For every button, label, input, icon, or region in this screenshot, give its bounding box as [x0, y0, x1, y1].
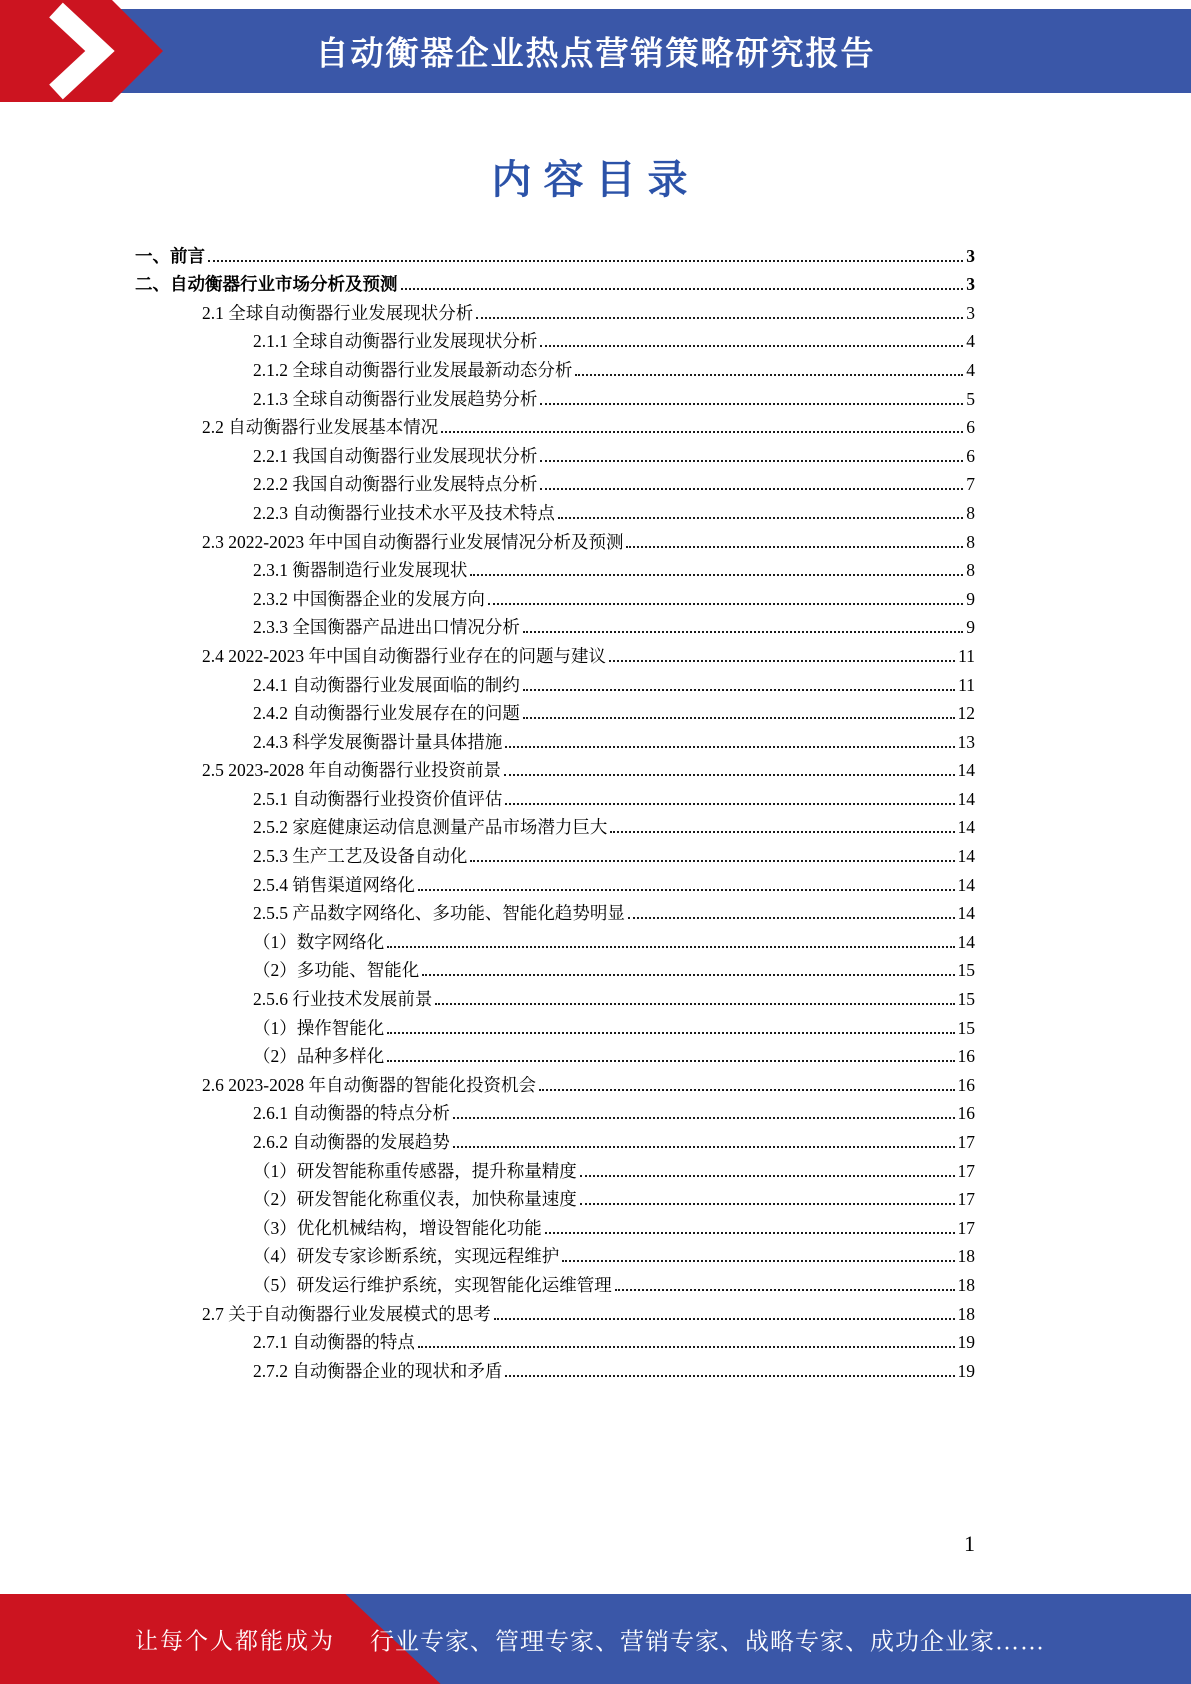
toc-leader-dots	[488, 603, 963, 605]
toc-entry-page: 15	[957, 1017, 975, 1038]
toc-entry-page: 17	[957, 1132, 975, 1152]
toc-entry	[135, 525, 975, 554]
toc-leader-dots	[523, 689, 955, 691]
toc-entry-label: 2.7 关于自动衡器行业发展模式的思考	[202, 1303, 491, 1324]
toc-leader-dots	[470, 860, 954, 862]
toc-entry-page: 4	[966, 359, 975, 380]
toc-list	[135, 239, 975, 1383]
toc-entry	[135, 668, 975, 697]
toc-entry-page: 8	[966, 531, 975, 552]
toc-leader-dots	[494, 1318, 955, 1320]
toc-leader-dots	[505, 803, 954, 805]
toc-entry-page: 9	[966, 588, 975, 609]
toc-entry-page: 8	[966, 560, 975, 581]
toc-entry	[135, 954, 975, 983]
toc-entry-label: 2.3.2 中国衡器企业的发展方向	[253, 588, 485, 609]
toc-entry-page: 14	[957, 903, 975, 924]
toc-entry-label: 2.3 2022-2023 年中国自动衡器行业发展情况分析及预测	[202, 531, 624, 552]
toc-entry-page: 14	[957, 846, 975, 867]
toc-entry-page: 6	[966, 417, 975, 438]
toc-entry-label: 一、前言	[135, 245, 205, 266]
toc-entry-label: 2.2 自动衡器行业发展基本情况	[202, 417, 439, 438]
toc-leader-dots	[580, 1203, 955, 1205]
toc-entry-label: 2.6.1 自动衡器的特点分析	[253, 1103, 450, 1124]
toc-leader-dots	[609, 660, 955, 662]
toc-entry-page: 18	[957, 1274, 975, 1295]
toc-entry-page: 5	[966, 388, 975, 409]
toc-leader-dots	[615, 1289, 955, 1291]
toc-entry	[135, 1326, 975, 1355]
toc-entry	[135, 1297, 975, 1326]
toc-leader-dots	[418, 1346, 955, 1348]
toc-entry-label: （1）数字网络化	[253, 931, 385, 952]
toc-leader-dots	[505, 1375, 954, 1377]
toc-leader-dots	[562, 1260, 954, 1262]
toc-leader-dots	[435, 1003, 954, 1005]
toc-entry	[135, 268, 975, 297]
toc-leader-dots	[540, 403, 963, 405]
toc-entry-page: 4	[966, 331, 975, 352]
toc-entry-page: 3	[966, 302, 975, 323]
brand-arrow-icon	[0, 0, 165, 102]
toc-leader-dots	[610, 831, 954, 833]
toc-leader-dots	[476, 317, 963, 319]
footer-slogan-left: 让每个人都能成为	[135, 1628, 335, 1654]
toc-leader-dots	[505, 746, 954, 748]
toc-entry-label: 2.5.6 行业技术发展前景	[253, 989, 433, 1010]
report-title: 自动衡器企业热点营销策略研究报告	[315, 34, 876, 72]
toc-leader-dots	[540, 460, 963, 462]
toc-entry	[135, 439, 975, 468]
toc-entry-page: 16	[957, 1046, 975, 1067]
toc-leader-dots	[441, 431, 963, 433]
toc-entry-label: 2.5 2023-2028 年自动衡器行业投资前景	[202, 760, 501, 781]
toc-entry-label: 二、自动衡器行业市场分析及预测	[135, 274, 398, 295]
toc-entry-label: 2.5.3 生产工艺及设备自动化	[253, 846, 468, 867]
toc-leader-dots	[422, 974, 954, 976]
toc-leader-dots	[539, 1089, 955, 1091]
toc-entry	[135, 868, 975, 897]
toc-entry-page: 15	[957, 989, 975, 1010]
toc-leader-dots	[523, 717, 955, 719]
toc-entry-page: 14	[957, 788, 975, 809]
toc-entry	[135, 839, 975, 868]
toc-entry	[135, 411, 975, 440]
toc-leader-dots	[470, 574, 963, 576]
toc-entry-label: 2.4.2 自动衡器行业发展存在的问题	[253, 703, 520, 724]
toc-entry-page: 14	[957, 817, 975, 838]
toc-entry	[135, 1211, 975, 1240]
toc-entry-label: 2.3.3 全国衡器产品进出口情况分析	[253, 617, 520, 638]
toc-entry-page: 14	[957, 760, 975, 781]
toc-entry	[135, 353, 975, 382]
toc-entry-label: 2.1.3 全球自动衡器行业发展趋势分析	[253, 388, 538, 409]
toc-leader-dots	[540, 345, 963, 347]
toc-entry-page: 14	[957, 874, 975, 895]
toc-entry-label: （2）品种多样化	[253, 1046, 385, 1067]
toc-entry-label: （5）研发运行维护系统，实现智能化运维管理	[253, 1274, 612, 1295]
toc-entry-label: 2.4 2022-2023 年中国自动衡器行业存在的问题与建议	[202, 645, 606, 666]
toc-entry-label: （2）多功能、智能化	[253, 960, 420, 981]
toc-leader-dots	[540, 488, 963, 490]
toc-leader-dots	[387, 1032, 954, 1034]
toc-entry-page: 7	[966, 474, 975, 495]
toc-leader-dots	[387, 1060, 954, 1062]
toc-leader-dots	[504, 774, 955, 776]
toc-entry-label: 2.7.1 自动衡器的特点	[253, 1332, 415, 1353]
toc-leader-dots	[523, 631, 963, 633]
toc-entry-label: 2.5.1 自动衡器行业投资价值评估	[253, 788, 503, 809]
toc-entry-page: 17	[957, 1189, 975, 1210]
toc-entry	[135, 496, 975, 525]
toc-entry	[135, 611, 975, 640]
toc-entry-label: 2.4.3 科学发展衡器计量具体措施	[253, 731, 503, 752]
toc-entry-label: 2.1.2 全球自动衡器行业发展最新动态分析	[253, 359, 573, 380]
toc-entry	[135, 897, 975, 926]
toc-entry-page: 11	[958, 674, 975, 695]
toc-entry-page: 9	[966, 617, 975, 638]
toc-entry	[135, 382, 975, 411]
toc-leader-dots	[558, 517, 963, 519]
toc-entry-label: 2.5.5 产品数字网络化、多功能、智能化趋势明显	[253, 903, 625, 924]
toc-entry-page: 13	[957, 731, 975, 752]
toc-entry-page: 19	[957, 1360, 975, 1381]
toc-entry-label: 2.7.2 自动衡器企业的现状和矛盾	[253, 1360, 503, 1381]
toc-leader-dots	[580, 1175, 955, 1177]
toc-entry-page: 16	[957, 1103, 975, 1124]
toc-entry	[135, 582, 975, 611]
toc-entry-page: 19	[957, 1332, 975, 1353]
toc-entry	[135, 1125, 975, 1154]
toc-leader-dots	[453, 1146, 955, 1148]
toc-entry-page: 3	[966, 274, 975, 295]
toc-entry-label: （1）研发智能称重传感器，提升称量精度	[253, 1160, 577, 1181]
toc-entry-label: 2.1 全球自动衡器行业发展现状分析	[202, 302, 474, 323]
toc-entry	[135, 468, 975, 497]
toc-leader-dots	[575, 374, 963, 376]
toc-entry	[135, 325, 975, 354]
toc-entry-label: 2.2.1 我国自动衡器行业发展现状分析	[253, 445, 538, 466]
toc-entry-label: 2.2.2 我国自动衡器行业发展特点分析	[253, 474, 538, 495]
toc-entry-page: 11	[958, 645, 975, 666]
toc-entry-page: 16	[957, 1074, 975, 1095]
toc-entry	[135, 296, 975, 325]
toc-entry	[135, 1354, 975, 1383]
toc-leader-dots	[545, 1232, 955, 1234]
toc-entry	[135, 639, 975, 668]
toc-entry	[135, 725, 975, 754]
toc-entry-page: 18	[957, 1246, 975, 1267]
toc-entry-page: 14	[957, 931, 975, 952]
toc-entry	[135, 754, 975, 783]
toc-entry-label: （2）研发智能化称重仪表，加快称量速度	[253, 1189, 577, 1210]
toc-entry	[135, 782, 975, 811]
footer-slogan-right: 行业专家、管理专家、营销专家、战略专家、成功企业家……	[370, 1629, 1045, 1656]
toc-entry	[135, 697, 975, 726]
toc-entry-label: 2.4.1 自动衡器行业发展面临的制约	[253, 674, 520, 695]
toc-entry	[135, 1154, 975, 1183]
toc-entry	[135, 1240, 975, 1269]
toc-entry-label: 2.5.2 家庭健康运动信息测量产品市场潜力巨大	[253, 817, 608, 838]
toc-entry-page: 6	[966, 445, 975, 466]
toc-leader-dots	[387, 946, 954, 948]
toc-entry-label: 2.5.4 销售渠道网络化	[253, 874, 415, 895]
toc-entry	[135, 925, 975, 954]
toc-entry	[135, 554, 975, 583]
toc-entry-label: 2.2.3 自动衡器行业技术水平及技术特点	[253, 502, 555, 523]
toc-entry-page: 15	[957, 960, 975, 981]
toc-entry-page: 17	[957, 1160, 975, 1181]
toc-entry-label: 2.6.2 自动衡器的发展趋势	[253, 1132, 450, 1152]
toc-entry	[135, 982, 975, 1011]
toc-leader-dots	[208, 260, 963, 262]
toc-entry-page: 12	[957, 703, 975, 724]
toc-entry	[135, 1011, 975, 1040]
toc-entry-page: 3	[966, 245, 975, 266]
toc-leader-dots	[453, 1117, 955, 1119]
toc-entry	[135, 1040, 975, 1069]
report-header	[0, 9, 1191, 93]
toc-entry-label: 2.1.1 全球自动衡器行业发展现状分析	[253, 331, 538, 352]
page-number: 1	[964, 1531, 975, 1556]
toc-leader-dots	[418, 889, 955, 891]
toc-entry	[135, 239, 975, 268]
toc-leader-dots	[626, 546, 963, 548]
toc-entry-label: （4）研发专家诊断系统，实现远程维护	[253, 1246, 560, 1267]
toc-entry-page: 8	[966, 502, 975, 523]
toc-entry	[135, 811, 975, 840]
toc-entry-label: （1）操作智能化	[253, 1017, 385, 1038]
toc-entry	[135, 1268, 975, 1297]
toc-entry	[135, 1097, 975, 1126]
toc-leader-dots	[401, 288, 964, 290]
toc-entry-label: 2.6 2023-2028 年自动衡器的智能化投资机会	[202, 1074, 536, 1095]
toc-leader-dots	[628, 917, 955, 919]
footer	[0, 1594, 1191, 1684]
toc-entry-label: 2.3.1 衡器制造行业发展现状	[253, 560, 468, 581]
toc-entry-page: 18	[957, 1303, 975, 1324]
toc-entry	[135, 1183, 975, 1212]
toc-entry-page: 17	[957, 1217, 975, 1238]
toc-entry	[135, 1068, 975, 1097]
toc-entry-label: （3）优化机械结构，增设智能化功能	[253, 1217, 542, 1238]
toc-heading: 内容目录	[491, 157, 700, 202]
